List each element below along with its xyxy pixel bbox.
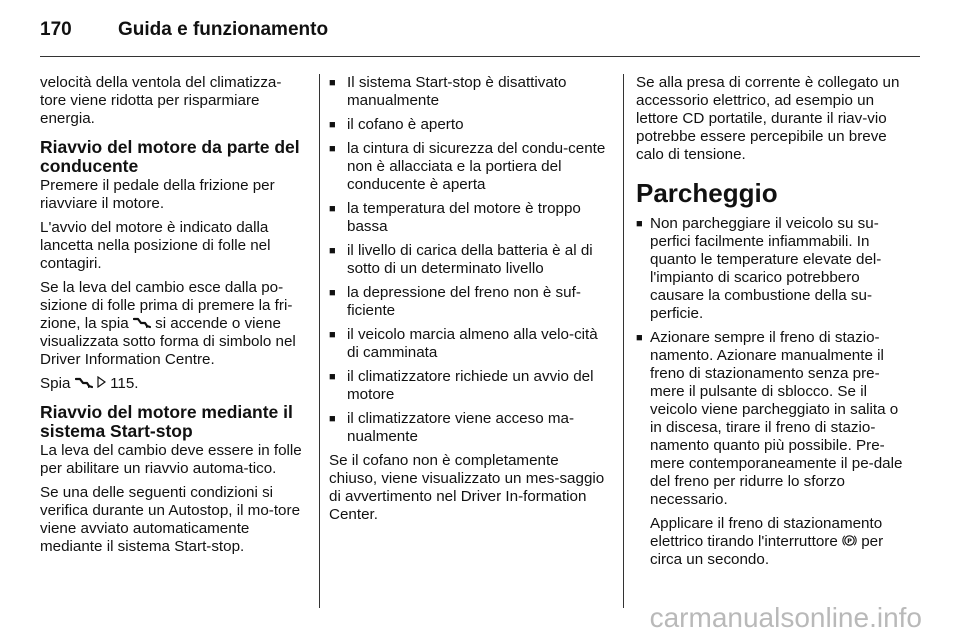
page-header [40,19,328,45]
page-number: 170 [40,19,72,40]
paragraph: La leva del cambio deve essere in folle per abilitare un riavvio automa-tico. [40,442,302,477]
header-rule [40,56,920,57]
column-divider-2 [623,74,624,608]
paragraph-text: si accende o viene visualizzata sotto forma di simbolo nel Driver Information Centre. [40,315,296,368]
list-item: ■ la cintura di sicurezza del condu-cente non è allacciata e la portiera del conducente è aperta [329,140,607,194]
column-3 [636,74,906,575]
list-item: ■ il cofano è aperto [329,116,607,134]
parking-list [636,215,906,509]
paragraph-text: Spia [40,375,75,392]
column-divider-1 [319,74,320,608]
paragraph: Se alla presa di corrente è collegato un accessorio elettrico, ad esempio un lettore CD portatile, durante il riav-vio potrebbe essere percepibile un breve calo di tensione. [636,74,900,163]
paragraph: Se il cofano non è completamente chiuso, viene visualizzato un mes-saggio di avvertimento nel Driver In-formation Center. [329,452,605,523]
paragraph-text: per circa un secondo. [650,533,884,568]
list-item: ■ la depressione del freno non è suf-ficiente [329,284,607,320]
list-item: ■ il livello di carica della batteria è al di sotto di un determinato livello [329,242,607,278]
paragraph-with-icon [40,279,306,369]
svg-text:P: P [847,537,852,546]
list-item: ■ la temperatura del motore è troppo bassa [329,200,607,236]
page-reference-link[interactable]: 115. [110,375,139,392]
page-title: Guida e funzionamento [118,19,329,40]
start-stop-indicator-icon [133,317,151,329]
list-item: ■ Non parcheggiare il veicolo su su-perfici facilmente infiammabili. In quanto le temperature elevate del-l'impianto di scarico potrebbero causare la combustione della su-perficie. [636,215,906,323]
column-2 [329,74,607,530]
paragraph-text: Se la leva del cambio esce dalla po-sizione di folle prima di premere la fri-zione, la spia [40,279,293,332]
section-heading-restart-system: Riavvio del motore mediante il sistema Start-stop [40,402,293,441]
paragraph-with-icon [40,375,306,393]
section-heading-restart-driver: Riavvio del motore da parte del conducente [40,137,300,176]
list-item: ■ il climatizzatore viene acceso ma-nualmente [329,410,607,446]
section-heading-parking: Parcheggio [636,178,778,208]
list-item: ■ Azionare sempre il freno di stazio-namento. Azionare manualmente il freno di stazionamento senza pre-mere il pulsante di sblocco. Se il veicolo viene parcheggiato in salita o in discesa, tirare il freno di stazio-namento quanto più possibile. Pre-mere contemporaneamente il pe-dale del freno per ridurre lo sforzo necessario. [636,329,906,509]
parking-brake-icon [842,533,857,548]
start-stop-indicator-icon [75,377,93,389]
paragraph-text: Applicare il freno di stazionamento elettrico tirando l'interruttore [650,515,883,550]
watermark: carmanualsonline.info [649,602,922,633]
column-1 [40,74,306,562]
list-item: ■ il veicolo marcia almeno alla velo-cità di camminata [329,326,607,362]
list-item: ■ il climatizzatore richiede un avvio del motore [329,368,607,404]
paragraph: L'avvio del motore è indicato dalla lancetta nella posizione di folle nel contagiri. [40,219,271,272]
condition-list [329,74,607,446]
paragraph: Se una delle seguenti condizioni si verifica durante un Autostop, il mo-tore viene avviato automaticamente mediante il sistema Start-stop. [40,484,301,555]
list-item: ■ Il sistema Start-stop è disattivato manualmente [329,74,607,110]
paragraph: velocità della ventola del climatizza-tore viene ridotta per risparmiare energia. [40,74,282,127]
paragraph: Premere il pedale della frizione per riavviare il motore. [40,177,275,212]
paragraph-with-icon [636,515,906,569]
arrow-ref-icon[interactable] [97,376,106,388]
